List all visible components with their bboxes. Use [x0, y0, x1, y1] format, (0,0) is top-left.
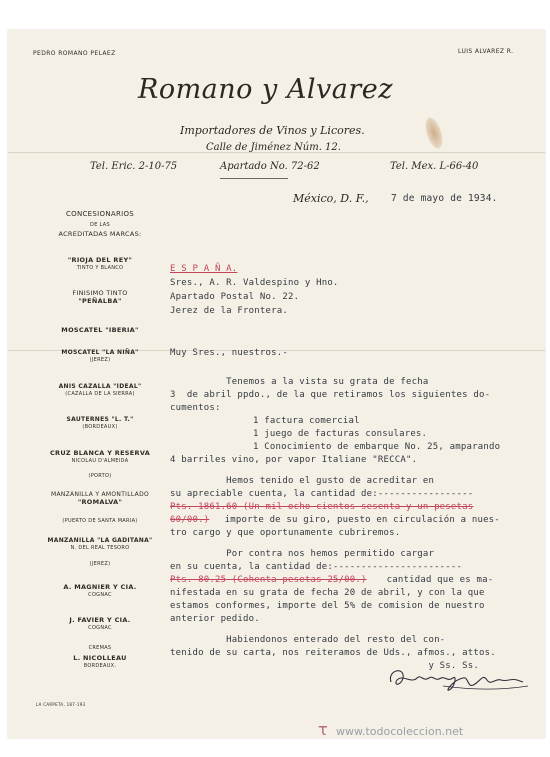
- body-line: cantidad que es ma-: [381, 575, 494, 585]
- body-line: anterior pedido.: [170, 614, 260, 624]
- body-line: en su cuenta, la cantidad de:-----------------------: [170, 562, 463, 572]
- body-line: Por contra nos hemos permitido cargar: [170, 549, 435, 559]
- brand-item: (PORTO): [88, 473, 112, 479]
- brand-item: SAUTERNES "L. T." (BORDEAUX): [66, 416, 134, 430]
- body-line: Hemos tenido el gusto de acreditar en: [170, 476, 435, 486]
- body-line: 3 de abril ppdo., de la que retiramos los siguientes do-: [170, 390, 491, 400]
- brand-item: CRUZ BLANCA Y RESERVA NICOLAU D'ALMEIDA: [49, 449, 151, 464]
- brand-item: ANIS CAZALLA "IDEAL" (CAZALLA DE LA SIERRA): [58, 383, 142, 397]
- brand-item: MOSCATEL "IBERIA": [61, 326, 139, 334]
- body-line: estamos conformes, importe del 5% de comision de nuestro: [170, 601, 485, 611]
- brands-heading-sub: DE LAS: [90, 222, 110, 228]
- addressee-country: E S P A Ñ A.: [170, 264, 238, 274]
- brand-item: L. NICOLLEAU BORDEAUX.: [73, 654, 127, 669]
- body-line: su apreciable cuenta, la cantidad de:-----------------: [170, 489, 474, 499]
- brand-item: FINISIMO TINTO "PEÑALBA": [72, 289, 128, 305]
- brand-item: (PUERTO DE SANTA MARIA): [62, 518, 138, 524]
- tc-logo-icon: τ: [318, 720, 328, 739]
- brand-item: A. MAGNIER Y CIA. COGNAC: [63, 583, 137, 598]
- divider: [220, 178, 288, 179]
- brand-item: (JEREZ): [89, 561, 111, 567]
- body-line: cumentos:: [170, 403, 221, 413]
- body-line: 1 factura comercial: [253, 416, 360, 426]
- addressee-line: Sres., A. R. Valdespino y Hno.: [170, 278, 339, 288]
- letter-sheet: [8, 30, 545, 738]
- body-line: Tenemos a la vista su grata de fecha: [170, 377, 429, 387]
- body-line: 4 barriles vino, por vapor Italiane "RECCA".: [170, 455, 418, 465]
- body-line: tro cargo y que oportunamente cubriremos.: [170, 528, 401, 538]
- amount-credited-cents: 60/00.): [170, 515, 210, 525]
- handwritten-signature: [383, 660, 533, 700]
- salutation: Muy Sres., nuestros.-: [170, 348, 288, 358]
- body-line: 1 Conocimiento de embarque No. 25, amparando: [253, 442, 501, 452]
- firm-name: Romano y Alvarez: [138, 74, 393, 105]
- body-line: nifestada en su grata de fecha 20 de abril, y con la que: [170, 588, 485, 598]
- stain: [422, 116, 445, 151]
- street-address: Calle de Jiménez Núm. 12.: [206, 142, 341, 153]
- brand-item: J. FAVIER Y CIA. COGNAC: [69, 616, 131, 631]
- brands-heading: CONCESIONARIOS: [65, 210, 135, 218]
- partner-right: LUIS ALVAREZ R.: [458, 48, 514, 55]
- brand-item: "RIOJA DEL REY" TINTO Y BLANCO: [67, 256, 133, 271]
- watermark-text: www.todocoleccion.net: [336, 725, 464, 738]
- addressee-line: Jerez de la Frontera.: [170, 306, 288, 316]
- printer-mark: LA CARPETA, 187-193: [36, 702, 86, 707]
- apartado: Apartado No. 72-62: [220, 161, 320, 172]
- body-line: tenido de su carta, nos reiteramos de Uds., afmos., attos.: [170, 648, 496, 658]
- brand-item: MANZANILLA "LA GADITANA" N. DEL REAL TESORO: [47, 537, 153, 551]
- body-line: y Ss. Ss.: [170, 661, 480, 671]
- amount-charged: Pts. 80.25 (Cohenta pesetas 25/00.): [170, 575, 367, 585]
- tagline: Importadores de Vinos y Licores.: [180, 124, 365, 137]
- brand-item: MOSCATEL "LA NIÑA" (JEREZ): [61, 349, 139, 363]
- tel-ericsson: Tel. Eric. 2-10-75: [90, 161, 178, 172]
- brand-item: CREMAS: [88, 645, 112, 651]
- body-line: 1 juego de facturas consulares.: [253, 429, 428, 439]
- amount-credited: Pts. 1861.60 (Un mil ocho cientos sesenta y un pesetas: [170, 502, 474, 512]
- brand-item: MANZANILLA Y AMONTILLADO "ROMALVA": [50, 491, 150, 506]
- body-line: importe de su giro, puesto en circulación a nues-: [219, 515, 500, 525]
- letter-date: 7 de mayo de 1934.: [391, 193, 498, 204]
- partner-left: PEDRO ROMANO PELAEZ: [33, 50, 116, 57]
- body-line: Habiendonos enterado del resto del con-: [170, 635, 446, 645]
- brands-heading-sub: ACREDITADAS MARCAS:: [58, 230, 142, 238]
- tel-mex: Tel. Mex. L-66-40: [390, 161, 479, 172]
- letter-place: México, D. F.,: [293, 192, 369, 205]
- addressee-line: Apartado Postal No. 22.: [170, 292, 300, 302]
